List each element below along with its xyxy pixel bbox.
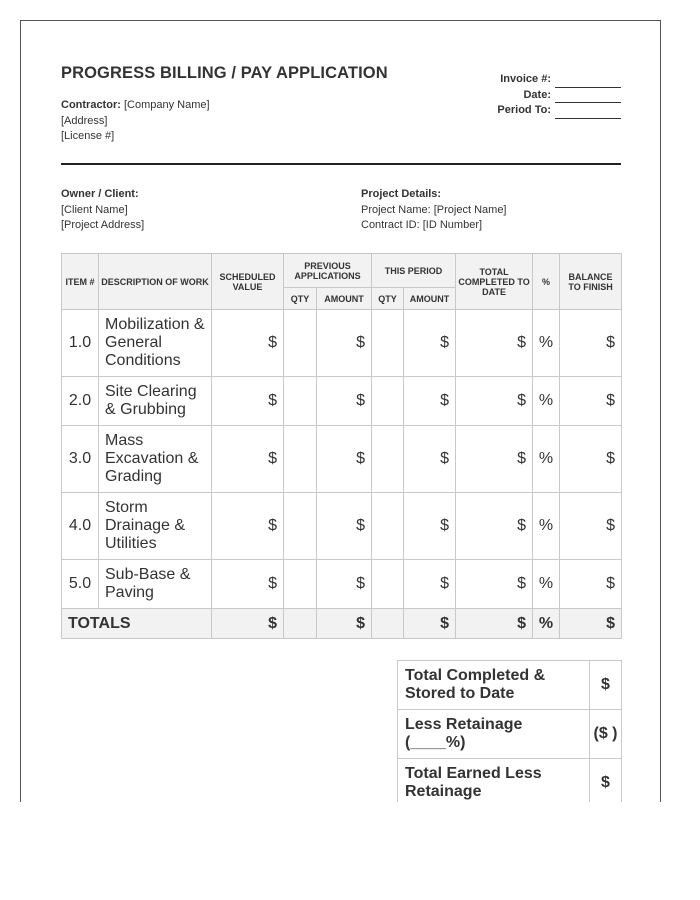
period-qty-cell[interactable] xyxy=(372,560,404,609)
header-this-period: THIS PERIOD xyxy=(372,254,456,288)
summary-row xyxy=(398,661,622,710)
prev-qty-cell[interactable] xyxy=(284,560,317,609)
header-item: ITEM # xyxy=(62,254,99,310)
page-bottom-area xyxy=(0,802,700,900)
total-completed-cell[interactable]: $ xyxy=(456,560,533,609)
totals-prev-qty[interactable] xyxy=(284,609,317,639)
percent-cell[interactable]: % xyxy=(533,310,560,377)
header-previous-applications: PREVIOUS APPLICATIONS xyxy=(284,254,372,288)
contractor-name: [Company Name] xyxy=(123,99,210,111)
date-field[interactable] xyxy=(555,91,621,103)
header-period-amount: AMOUNT xyxy=(404,288,456,310)
period-qty-cell[interactable] xyxy=(372,493,404,560)
total-earned-less-retainage-value[interactable]: $ xyxy=(590,759,622,808)
summary-row xyxy=(398,759,622,808)
percent-cell[interactable]: % xyxy=(533,493,560,560)
header-prev-qty: QTY xyxy=(284,288,317,310)
scheduled-value-cell[interactable]: $ xyxy=(212,560,284,609)
totals-period-amount[interactable]: $ xyxy=(404,609,456,639)
balance-cell[interactable]: $ xyxy=(560,377,622,426)
table-row xyxy=(62,377,622,426)
prev-amount-cell[interactable]: $ xyxy=(317,493,372,560)
header-scheduled-value: SCHEDULED VALUE xyxy=(212,254,284,310)
period-amount-cell[interactable]: $ xyxy=(404,493,456,560)
scheduled-value-cell[interactable]: $ xyxy=(212,377,284,426)
owner-label: Owner / Client: xyxy=(61,188,139,200)
prev-amount-cell[interactable]: $ xyxy=(317,560,372,609)
period-amount-cell[interactable]: $ xyxy=(404,310,456,377)
owner-address: [Project Address] xyxy=(61,219,145,231)
percent-cell[interactable]: % xyxy=(533,426,560,493)
contractor-block xyxy=(61,98,210,145)
contractor-license: [License #] xyxy=(61,130,115,142)
contractor-label: Contractor: xyxy=(61,99,121,111)
prev-amount-cell[interactable]: $ xyxy=(317,377,372,426)
totals-row xyxy=(62,609,622,639)
header-percent: % xyxy=(533,254,560,310)
project-block xyxy=(361,187,507,234)
balance-cell[interactable]: $ xyxy=(560,310,622,377)
prev-amount-cell[interactable]: $ xyxy=(317,426,372,493)
period-amount-cell[interactable]: $ xyxy=(404,560,456,609)
period-to-label: Period To: xyxy=(497,104,551,116)
date-label: Date: xyxy=(523,88,551,101)
contract-id-line: Contract ID: [ID Number] xyxy=(361,219,483,231)
total-completed-cell[interactable]: $ xyxy=(456,493,533,560)
item-number: 3.0 xyxy=(62,426,99,493)
prev-qty-cell[interactable] xyxy=(284,426,317,493)
billing-table xyxy=(61,253,622,639)
scheduled-value-cell[interactable]: $ xyxy=(212,310,284,377)
totals-completed[interactable]: $ xyxy=(456,609,533,639)
invoice-number-field[interactable] xyxy=(555,76,621,88)
summary-row xyxy=(398,710,622,759)
total-completed-stored-label: Total Completed & Stored to Date xyxy=(398,661,590,710)
period-to-field[interactable] xyxy=(555,107,621,119)
total-earned-less-retainage-label: Total Earned Less Retainage xyxy=(398,759,590,808)
table-row xyxy=(62,493,622,560)
item-description: Site Clearing & Grubbing xyxy=(99,377,212,426)
item-description: Mass Excavation & Grading xyxy=(99,426,212,493)
totals-label: TOTALS xyxy=(62,609,212,639)
period-qty-cell[interactable] xyxy=(372,426,404,493)
totals-balance[interactable]: $ xyxy=(560,609,622,639)
period-qty-cell[interactable] xyxy=(372,377,404,426)
balance-cell[interactable]: $ xyxy=(560,560,622,609)
total-completed-cell[interactable]: $ xyxy=(456,377,533,426)
item-number: 2.0 xyxy=(62,377,99,426)
period-amount-cell[interactable]: $ xyxy=(404,377,456,426)
total-completed-cell[interactable]: $ xyxy=(456,310,533,377)
item-description: Mobilization & General Conditions xyxy=(99,310,212,377)
item-description: Sub-Base & Paving xyxy=(99,560,212,609)
totals-period-qty[interactable] xyxy=(372,609,404,639)
percent-cell[interactable]: % xyxy=(533,560,560,609)
balance-cell[interactable]: $ xyxy=(560,493,622,560)
balance-cell[interactable]: $ xyxy=(560,426,622,493)
prev-qty-cell[interactable] xyxy=(284,310,317,377)
percent-cell[interactable]: % xyxy=(533,377,560,426)
scheduled-value-cell[interactable]: $ xyxy=(212,493,284,560)
period-qty-cell[interactable] xyxy=(372,310,404,377)
table-row xyxy=(62,426,622,493)
less-retainage-label: Less Retainage (____%) xyxy=(398,710,590,759)
owner-block xyxy=(61,187,144,234)
header-description: DESCRIPTION OF WORK xyxy=(99,254,212,310)
table-row xyxy=(62,560,622,609)
summary-table xyxy=(397,660,622,808)
header-balance: BALANCE TO FINISH xyxy=(560,254,622,310)
header-divider xyxy=(61,163,621,165)
owner-name: [Client Name] xyxy=(61,203,128,216)
item-number: 1.0 xyxy=(62,310,99,377)
document-title: PROGRESS BILLING / PAY APPLICATION xyxy=(61,64,388,82)
less-retainage-value[interactable]: ($ ) xyxy=(590,710,622,759)
totals-scheduled-value[interactable]: $ xyxy=(212,609,284,639)
invoice-number-label: Invoice #: xyxy=(500,73,551,85)
invoice-meta xyxy=(497,72,621,119)
prev-amount-cell[interactable]: $ xyxy=(317,310,372,377)
project-label: Project Details: xyxy=(361,188,442,200)
project-name-line: Project Name: [Project Name] xyxy=(361,203,507,216)
scheduled-value-cell[interactable]: $ xyxy=(212,426,284,493)
item-number: 5.0 xyxy=(62,560,99,609)
total-completed-stored-value[interactable]: $ xyxy=(590,661,622,710)
totals-prev-amount[interactable]: $ xyxy=(317,609,372,639)
totals-percent[interactable]: % xyxy=(533,609,560,639)
prev-qty-cell[interactable] xyxy=(284,493,317,560)
header-prev-amount: AMOUNT xyxy=(317,288,372,310)
item-description: Storm Drainage & Utilities xyxy=(99,493,212,560)
total-completed-cell[interactable]: $ xyxy=(456,426,533,493)
item-number: 4.0 xyxy=(62,493,99,560)
contractor-address: [Address] xyxy=(61,114,108,127)
header-total-completed: TOTAL COMPLETED TO DATE xyxy=(456,254,533,310)
table-row xyxy=(62,310,622,377)
period-amount-cell[interactable]: $ xyxy=(404,426,456,493)
header-period-qty: QTY xyxy=(372,288,404,310)
prev-qty-cell[interactable] xyxy=(284,377,317,426)
